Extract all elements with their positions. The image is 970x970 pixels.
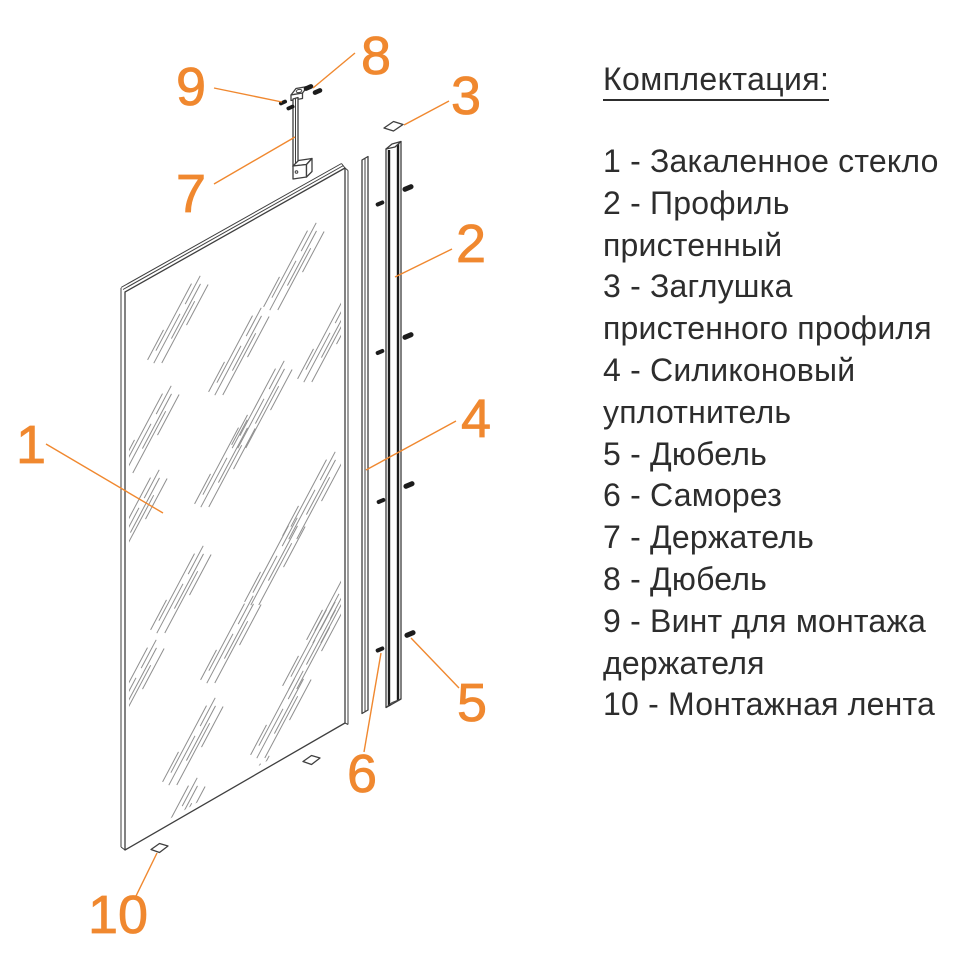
callout-number-10: 10 <box>87 885 149 945</box>
tape-piece <box>151 844 168 853</box>
legend-item-line: 10 - Монтажная лента <box>603 686 935 723</box>
legend-item-line: 4 - Силиконовый <box>603 351 856 388</box>
callout-number-4: 4 <box>460 389 492 449</box>
dowel <box>404 629 417 638</box>
screw <box>375 646 385 653</box>
callout-number-7: 7 <box>175 164 207 224</box>
legend-item-line: 6 - Саморез <box>603 477 783 514</box>
silicone-seal <box>362 157 368 714</box>
callout-number-1: 1 <box>15 415 47 475</box>
wall-dowels <box>402 183 417 638</box>
reflection-hatch-line <box>295 764 321 813</box>
callout-number-2: 2 <box>455 214 487 274</box>
legend-item-line: пристенный <box>603 226 783 263</box>
dowel <box>303 83 314 91</box>
callout-number-5: 5 <box>456 673 488 733</box>
leader-line-8 <box>313 53 355 88</box>
legend-item-line: 8 - Дюбель <box>603 560 767 597</box>
reflection-hatch-line <box>104 694 120 724</box>
profile-screws <box>375 200 386 653</box>
holder-dowels <box>303 83 323 95</box>
dowel <box>402 331 415 340</box>
legend-item-line: 2 - Профиль <box>603 184 790 221</box>
screw <box>375 348 385 355</box>
callout-number-6: 6 <box>346 744 378 804</box>
callout-number-3: 3 <box>450 66 482 126</box>
tempered-glass-panel <box>104 164 368 866</box>
legend-items <box>603 141 939 726</box>
leader-line-2 <box>395 249 452 277</box>
glass-corner-tr <box>342 164 346 169</box>
reflection-hatch-line <box>328 735 350 776</box>
tape-piece <box>303 756 320 765</box>
legend-item-line: 3 - Заглушка <box>603 268 793 305</box>
legend-item-line: 7 - Держатель <box>603 519 814 556</box>
holder <box>291 87 312 180</box>
reflection-hatch-line <box>231 781 264 843</box>
legend-item-line: пристенного профиля <box>603 310 932 347</box>
screw <box>278 99 287 106</box>
leader-line-9 <box>214 88 282 102</box>
dowel <box>402 183 415 192</box>
legend-item-line: 9 - Винт для монтажа <box>603 602 926 639</box>
wall-profile <box>386 142 401 708</box>
reflection-hatch-line <box>223 794 249 843</box>
leader-line-3 <box>404 101 449 125</box>
reflection-hatch-line <box>289 780 305 810</box>
screw <box>375 200 385 207</box>
leader-line-4 <box>366 421 456 470</box>
legend-item-line: 5 - Дюбель <box>603 435 767 472</box>
screw <box>376 497 386 504</box>
legend-item-line: держателя <box>603 644 765 681</box>
leader-line-7 <box>214 137 295 184</box>
callout-number-9: 9 <box>175 57 207 117</box>
reflection-hatch-line <box>107 524 123 554</box>
leader-line-5 <box>411 638 459 688</box>
callout-number-8: 8 <box>360 26 392 86</box>
legend-title: Комплектация: <box>603 62 829 101</box>
dowel <box>312 87 323 95</box>
dowel <box>403 480 416 489</box>
legend-item-line: уплотнитель <box>603 393 792 430</box>
legend-item-line: 1 - Закаленное стекло <box>603 143 939 179</box>
reflection-hatch-line <box>344 556 359 584</box>
reflection-hatch-line <box>217 810 233 840</box>
profile-cap <box>384 122 403 132</box>
